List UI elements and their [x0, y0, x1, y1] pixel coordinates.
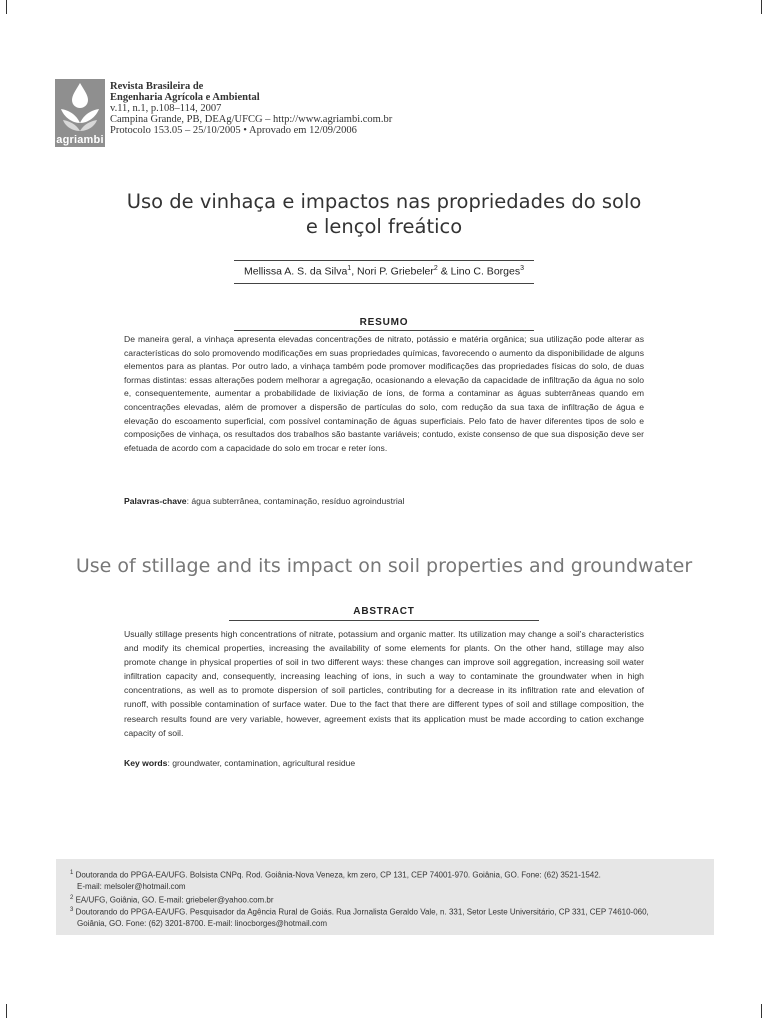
footnote-1-line1: Doutoranda do PPGA-EA/UFG. Bolsista CNPq. Rod. Goiânia-Nova Veneza, km zero, CP 131, CEP 74001-970. Goiânia, GO. Fone: (62) 3521-1542. [73, 870, 601, 880]
crop-mark [761, 1004, 762, 1018]
key-words [124, 757, 644, 770]
footnote-1 [70, 868, 706, 893]
crop-mark [6, 0, 7, 14]
author-1-affil: 1 [347, 265, 352, 272]
authors-top-rule [234, 260, 534, 261]
crop-mark [761, 0, 762, 14]
footnote-1-mark: 1 [70, 870, 74, 876]
author-3-affil: 3 [520, 265, 524, 272]
logo-text: agriambi [56, 134, 104, 146]
footnote-3-line1: Doutorando do PPGA-EA/UFG. Pesquisador da Agência Rural de Goiás. Rua Jornalista Geraldo Vale, n. 331, Setor Leste Universitário, CP 331, CEP 74610-060, [73, 907, 649, 917]
palavras-chave-label: Palavras-chave [124, 496, 187, 506]
palavras-chave-values: : água subterrânea, contaminação, resíduo agroindustrial [186, 496, 405, 506]
authors-bottom-rule [234, 283, 534, 284]
footnote-1-line2: E-mail: melsoler@hotmail.com [77, 882, 186, 892]
abstract-rule [229, 620, 539, 621]
journal-info [110, 81, 480, 136]
footnote-3-line2: Goiânia, GO. Fone: (62) 3201-8700. E-mail: linocborges@hotmail.com [77, 919, 328, 929]
footnote-2-mark: 2 [70, 895, 74, 901]
journal-name-line1: Revista Brasileira de [110, 81, 204, 92]
abstract-heading: ABSTRACT [353, 606, 415, 617]
journal-location: Campina Grande, PB, DEAg/UFCG – http://www.agriambi.com.br [110, 114, 393, 125]
author-2: Nori P. Griebeler [357, 265, 434, 278]
key-words-label: Key words [124, 758, 168, 768]
drop-leaf-icon [55, 79, 105, 135]
journal-volume: v.11, n.1, p.108–114, 2007 [110, 103, 222, 114]
journal-protocol: Protocolo 153.05 – 25/10/2005 • Aprovado em 12/09/2006 [110, 125, 357, 136]
resumo-heading: RESUMO [359, 317, 409, 328]
abstract-text: Usually stillage presents high concentrations of nitrate, potassium and organic matter. Its utilization may change a soil’s characteristics and modify its chemical properties, increasing the availability of some elements for plants. On the other hand, stillage may also promote change in physical properties of soil in two different ways: these changes can improve soil aggregation, increasing soil water infiltration capacity and, consequently, increasing leaching of ions, in such a way to contaminate the groundwater when in high concentrations, as well as to promote dispersion of soil particles, contributing for a decrease in its infiltration rate and elevation of runoff, with possible contamination of surface water. Due to the fact that there are different types of soil and stillage composition, the research results found are very variable, however, agreement exists that its application must be made according to cation exchange capacity of soil. [124, 629, 644, 738]
crop-mark [6, 1004, 7, 1018]
resumo-rule [234, 330, 534, 331]
agriambi-logo [55, 79, 105, 147]
authors: Mellissa A. S. da Silva$^1$, Nori P. Griebeler$^2$ & Lino C. Borges$^3$ [243, 265, 524, 278]
author-2-affil: 2 [433, 265, 438, 272]
title-english: Use of stillage and its impact on soil properties and groundwater [75, 555, 693, 577]
journal-name-line2: Engenharia Agrícola e Ambiental [110, 92, 260, 103]
resumo-text: De maneira geral, a vinhaça apresenta elevadas concentrações de nitrato, potássio e matéria orgânica; sua utilização pode alterar as características do solo promovendo modificações em suas propriedades químicas, favorecendo o aumento da disponibilidade de alguns elementos para as plantas. Por outro lado, a vinhaça também pode promover modificações das propriedades físicas do solo, de duas formas distintas: essas alterações podem melhorar a agregação, ocasionando a elevação da capacidade de infiltração da água no solo e, consequentemente, aumentar a probabilidade de lixiviação de íons, de forma a contaminar as águas subterrâneas quando em concentrações elevadas, além de promover a dispersão de partículas do solo, com redução da sua taxa de infiltração de água e elevação do escoamento superficial, com possível contaminação de águas superficiais. Pelo fato de haver diferentes tipos de solo e composições de vinhaça, os resultados dos trabalhos são bastante variáveis; contudo, existe consenso de que sua disposição deve ser efetuada de acordo com a capacidade do solo em trocar e reter íons. [124, 334, 644, 453]
journal-header [55, 79, 475, 147]
author-3: Lino C. Borges [450, 265, 521, 278]
author-1: Mellissa A. S. da Silva [243, 265, 348, 278]
palavras-chave [124, 495, 644, 508]
key-words-values: : groundwater, contamination, agricultural residue [167, 758, 356, 768]
footnote-2-line1: EA/UFG, Goiânia, GO. E-mail: griebeler@yahoo.com.br [73, 895, 274, 905]
title-pt-line2: e lençol freático [305, 215, 463, 238]
footnote-3-mark: 3 [70, 907, 74, 913]
title-portuguese [84, 189, 684, 239]
author-footnotes [56, 859, 714, 935]
footnote-3 [70, 905, 706, 930]
title-pt-line1: Uso de vinhaça e impactos nas propriedades do solo [126, 190, 642, 213]
